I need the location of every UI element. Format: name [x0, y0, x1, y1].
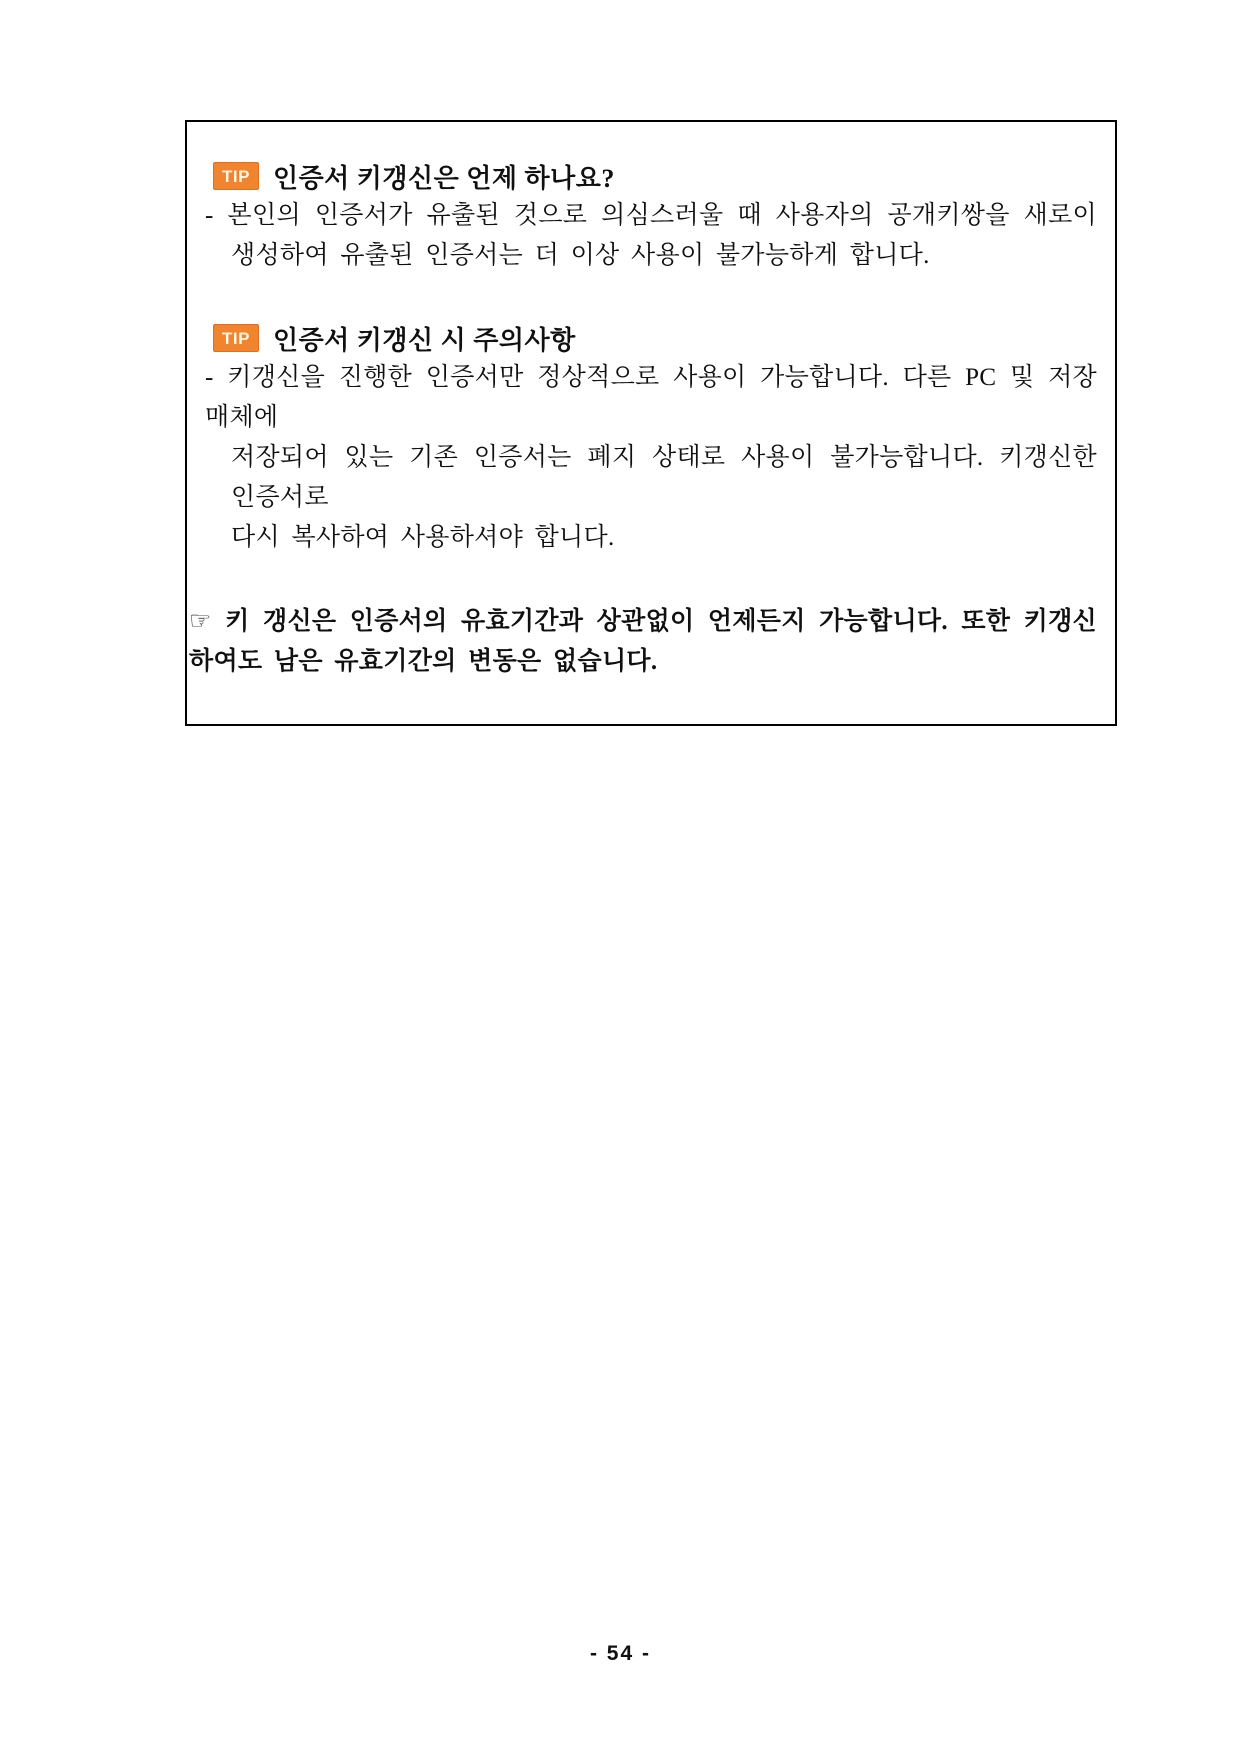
- tip-body-line: 생성하여 유출된 인증서는 더 이상 사용이 불가능하게 합니다.: [231, 242, 930, 269]
- tip-badge: TIP: [213, 162, 259, 190]
- tip-section-title: 인증서 키갱신은 언제 하나요?: [272, 163, 615, 193]
- tip-title-row: [187, 318, 1097, 358]
- tip-section-title: 인증서 키갱신 시 주의사항: [272, 325, 576, 355]
- tip-body-line: 다시 복사하여 사용하셔야 합니다.: [231, 524, 615, 551]
- tip-section-key-renewal-caution: [187, 318, 1097, 558]
- tip-section-key-renewal-when: [187, 156, 1097, 276]
- note-line: 하여도 남은 유효기간의 변동은 없습니다.: [189, 648, 658, 675]
- tip-badge: TIP: [213, 324, 259, 352]
- page-number: - 54 -: [589, 1642, 651, 1665]
- tip-body-line: - 키갱신을 진행한 인증서만 정상적으로 사용이 가능합니다. 다른 PC 및 저장매체에: [205, 364, 1097, 431]
- tip-body-line: - 본인의 인증서가 유출된 것으로 의심스러울 때 사용자의 공개키쌍을 새로이: [205, 202, 1097, 229]
- tip-body-line: 저장되어 있는 기존 인증서는 폐지 상태로 사용이 불가능합니다. 키갱신한 인증서로: [231, 444, 1097, 511]
- tip-box: [185, 120, 1117, 726]
- note-key-renewal-validity: [187, 602, 1097, 682]
- tip-title-row: [187, 156, 1097, 196]
- pointing-hand-icon: ☞: [189, 608, 212, 635]
- note-line: [187, 602, 1097, 642]
- note-line-text: 키 갱신은 인증서의 유효기간과 상관없이 언제든지 가능합니다. 또한 키갱신: [225, 608, 1097, 635]
